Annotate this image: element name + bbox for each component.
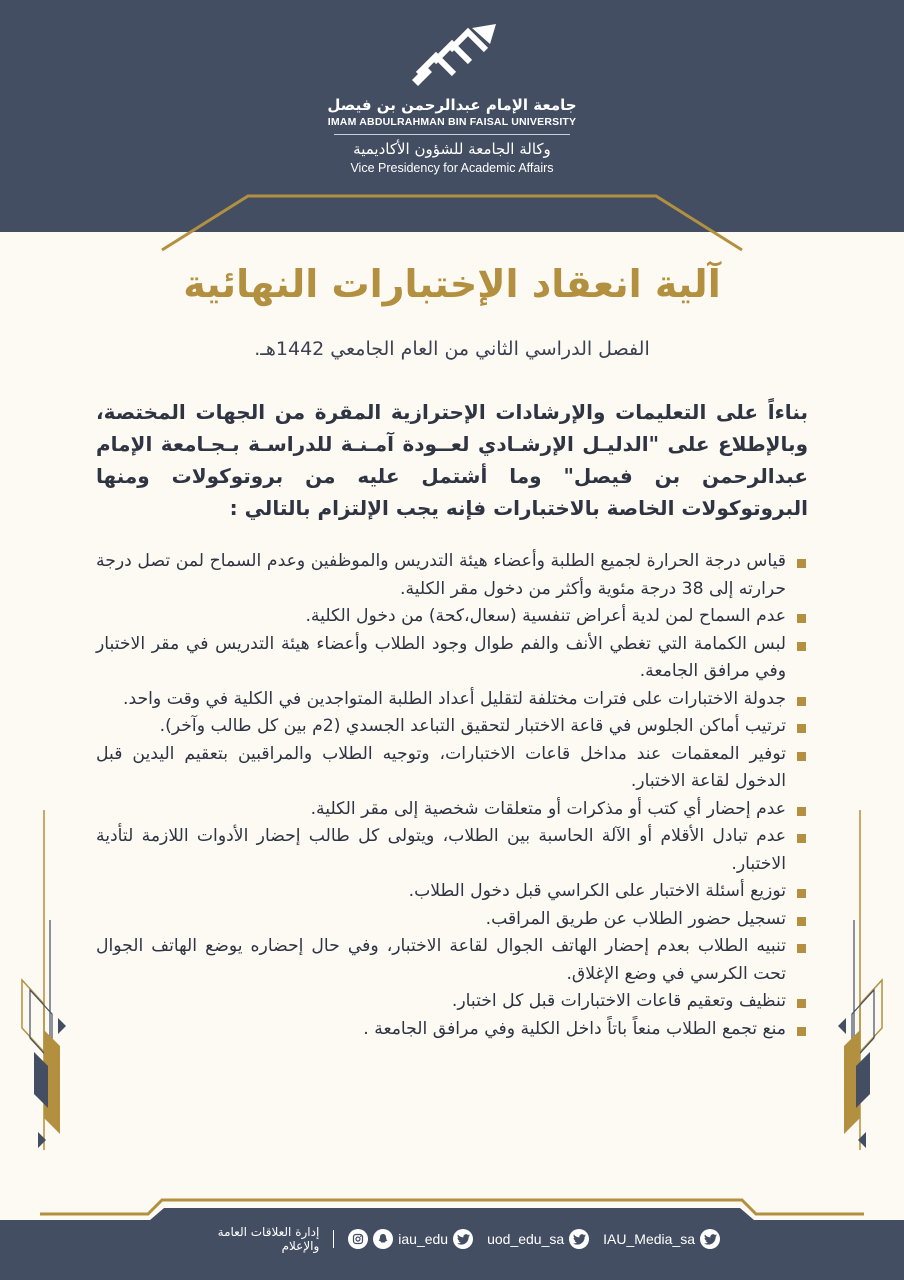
bullet-square-icon [797,614,806,623]
department-name: إدارة العلاقات العامة والإعلام [217,1225,320,1253]
twitter-media-link[interactable] [603,1229,720,1249]
twitter-uod-link[interactable] [487,1229,589,1249]
rule-item [96,906,808,934]
instagram-icon [348,1229,368,1249]
rule-item [96,823,808,878]
university-name-english: IMAM ABDULRAHMAN BIN FAISAL UNIVERSITY [327,116,577,128]
rule-item [96,796,808,824]
rule-text: تسجيل حضور الطلاب عن طريق المراقب. [485,908,786,929]
bullet-square-icon [797,834,806,843]
bullet-square-icon [797,999,806,1008]
rules-list [96,548,808,1043]
rule-item [96,686,808,714]
rule-item [96,713,808,741]
rule-text: منع تجمع الطلاب منعاً باتاً داخل الكلية وفي مرافق الجامعة . [363,1018,786,1039]
rule-item [96,741,808,796]
rule-text: تنبيه الطلاب بعدم إحضار الهاتف الجوال لقاعة الاختبار، وفي حال إحضاره يوضع الهاتف الجوال تحت الكرسي في وضع الإغلاق. [96,936,786,984]
rule-item [96,988,808,1016]
footer-separator [333,1230,334,1248]
bullet-square-icon [797,1027,806,1036]
twitter-icon [700,1229,720,1249]
left-side-decoration [0,790,70,1170]
intro-paragraph: بناءاً على التعليمات والإرشادات الإحترازية المقرة من الجهات المختصة، وبالإطلاع على "الدليـل الإرشـادي لعــودة آمـنـة للدراسـة بـجـامعة الإمام عبدالرحمن بن فيصل" وما أشتمل عليه من بروتوكولات ومنها البروتوكولات الخاصة بالاختبارات فإنه يجب الإلتزام بالتالي : [96,400,808,520]
bullet-square-icon [797,724,806,733]
rule-item [96,878,808,906]
bullet-square-icon [797,559,806,568]
bullet-square-icon [797,807,806,816]
university-logo-block [320,22,584,192]
university-name-arabic: جامعة الإمام عبدالرحمن بن فيصل [327,96,577,114]
right-side-decoration [834,790,904,1170]
university-logo-icon [404,22,500,92]
rule-item [96,548,808,603]
rule-item [96,631,808,686]
vice-presidency-arabic: وكالة الجامعة للشؤون الأكاديمية [353,140,551,158]
rule-text: عدم إحضار أي كتب أو مذكرات أو متعلقات شخصية إلى مقر الكلية. [310,798,786,819]
bullet-square-icon [797,752,806,761]
rule-text: لبس الكمامة التي تغطي الأنف والفم طوال وجود الطلاب وأعضاء هيئة التدريس في مقر الاختبار وفي مرافق الجامعة. [96,633,786,681]
rule-text: عدم تبادل الأقلام أو الآلة الحاسبة بين الطلاب، ويتولى كل طالب إحضار الأدوات اللازمة لتأدية الاختبار. [96,826,786,874]
rule-text: ترتيب أماكن الجلوس في قاعة الاختبار لتحقيق التباعد الجسدي (2م بين كل طالب وآخر). [159,716,786,736]
footer-social-bar [180,1226,720,1252]
iau-social-link[interactable] [348,1229,473,1249]
rule-text: تنظيف وتعقيم قاعات الاختبارات قبل كل اختبار. [451,991,786,1011]
rule-text: قياس درجة الحرارة لجميع الطلبة وأعضاء هيئة التدريس والموظفين وعدم السماح لمن تصل درجة حرارته إلى 38 درجة مئوية وأكثر من دخول مقر الكلية. [96,551,786,599]
iau-social-handle: iau_edu [398,1231,449,1247]
rule-item [96,1016,808,1044]
bullet-square-icon [797,889,806,898]
vice-presidency-english: Vice Presidency for Academic Affairs [350,161,554,175]
logo-divider [334,134,570,135]
twitter-uod-handle: uod_edu_sa [487,1231,565,1247]
rule-item [96,603,808,631]
header-chevron-divider [0,190,904,260]
rule-text: توفير المعقمات عند مداخل قاعات الاختبارات، وتوجيه الطلاب والمراقبين بتعقيم اليدين قبل الدخول لقاعة الاختبار. [96,743,786,791]
twitter-icon [569,1229,589,1249]
rule-text: توزيع أسئلة الاختبار على الكراسي قبل دخول الطلاب. [408,881,786,901]
rule-item [96,933,808,988]
bullet-square-icon [797,642,806,651]
twitter-media-handle: IAU_Media_sa [603,1231,695,1247]
rule-text: جدولة الاختبارات على فترات مختلفة لتقليل أعداد الطلبة المتواجدين في الكلية في وقت واحد. [123,688,786,709]
twitter-icon [453,1229,473,1249]
bullet-square-icon [797,917,806,926]
page-title: آلية انعقاد الإختبارات النهائية [183,262,721,306]
bullet-square-icon [797,697,806,706]
snapchat-icon [373,1229,393,1249]
rule-text: عدم السماح لمن لدية أعراض تنفسية (سعال،كحة) من دخول الكلية. [305,606,786,626]
page-subtitle: الفصل الدراسي الثاني من العام الجامعي 1442هـ. [254,338,650,360]
bullet-square-icon [797,944,806,953]
